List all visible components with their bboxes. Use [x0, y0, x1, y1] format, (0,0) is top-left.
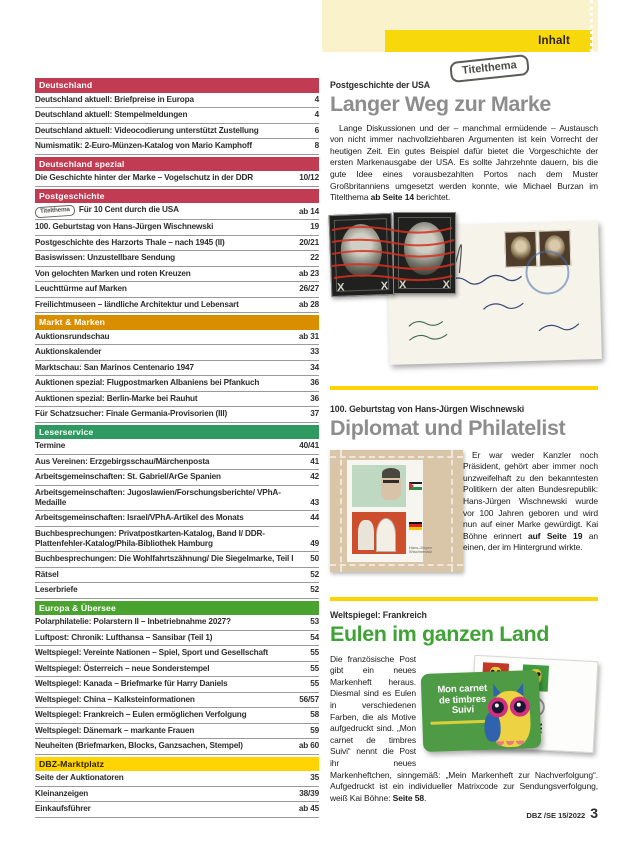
- toc-entry-title: Auktionsrundschau: [35, 331, 110, 341]
- toc-entry-page: 4: [314, 94, 319, 104]
- toc-row: [35, 724, 319, 740]
- toc-entry-title: Postgeschichte des Harzorts Thale – nach 1945 (II): [35, 237, 225, 247]
- toc-entry-page: 58: [310, 710, 319, 720]
- toc-row: [35, 787, 319, 803]
- toc-entry-page: ab 14: [298, 206, 319, 216]
- toc-row: [35, 527, 319, 553]
- toc-entry-title: Einkaufsführer: [35, 804, 91, 814]
- toc-entry-title: Basiswissen: Unzustellbare Sendung: [35, 253, 176, 263]
- page-number: 3: [590, 805, 598, 821]
- toc-entry-page: 43: [310, 497, 319, 507]
- toc-entry-title: Auktionen spezial: Berlin-Marke bei Rauhut: [35, 393, 198, 403]
- article-headline: Eulen im ganzen Land: [330, 622, 549, 646]
- toc-entry-title: 100. Geburtstag von Hans-Jürgen Wischnewski: [35, 222, 214, 232]
- article-headline: Diplomat und Philatelist: [330, 416, 566, 440]
- body-text-bold: Seite 58: [392, 792, 425, 803]
- toc-row: [35, 236, 319, 252]
- toc-entry-title: Marktschau: San Marinos Centenario 1947: [35, 362, 194, 372]
- toc-entry-page: 36: [310, 393, 319, 403]
- toc-row: [35, 771, 319, 787]
- toc-row: [35, 677, 319, 693]
- article-kicker: 100. Geburtstag von Hans-Jürgen Wischnewski: [330, 404, 525, 414]
- toc-entry-page: 40/41: [299, 441, 319, 451]
- toc-row: [35, 108, 319, 124]
- toc-row: [35, 251, 319, 267]
- stamp-sheet-caption: Hans-Jürgen Wischnewski: [409, 544, 433, 555]
- toc-row: [35, 124, 319, 140]
- body-text-pre: Die französische Post gibt ein neues Markenheft heraus. Diesmal sind es Eulen in verschiedenen Farben, die als Motive aufgedruckt sind. „Mon carnet de timbres Suivi“ nennt die Post ihr neues Markenheftchen, sinngemäß: „Mein Markenheft zur Nachverfolgung“. Aufgedruckt ist ein individueller Matrixcode zur Sendungsverfolgung, weiß Kai Böhne:: [330, 653, 598, 803]
- titelthema-badge: Titelthema: [35, 205, 76, 218]
- body-text-pre: Er war weder Kanzler noch Präsident, gehört aber immer noch unzweifelhaft zu den bekanntesten Politikern der alten Bundesrepublik: Hans-Jürgen Wischnewski wurde vor 100 Jahren geboren und wird nun auf einer Marke gewürdigt. Kai Böhne erinnert: [463, 449, 598, 541]
- toc-row: [35, 568, 319, 584]
- toc-row: [35, 615, 319, 631]
- toc-row: [35, 511, 319, 527]
- toc-entry-page: 41: [310, 456, 319, 466]
- wischnewski-stamp: [352, 465, 406, 507]
- article-usa: [330, 60, 598, 368]
- toc-entry-page: 59: [310, 725, 319, 735]
- toc-row: [35, 552, 319, 568]
- toc-section-header: Deutschland: [35, 78, 319, 93]
- toc-entry-page: 49: [310, 538, 319, 548]
- toc-entry-page: 35: [310, 773, 319, 783]
- body-text-bold: auf Seite 19: [527, 530, 583, 541]
- carnet-cover-title: Mon carnet de timbres Suivi: [437, 682, 488, 716]
- toc-entry-page: 20/21: [299, 237, 319, 247]
- toc-entry-title: Auktionen spezial: Flugpostmarken Albaniens bei Pfankuch: [35, 378, 260, 388]
- usa-stamp-pair: [330, 212, 458, 296]
- toc-section-header: Leserservice: [35, 425, 319, 440]
- toc-entry-title: Deutschland aktuell: Stempelmeldungen: [35, 110, 188, 119]
- toc-row: [35, 646, 319, 662]
- washington-stamp: X X: [393, 212, 456, 294]
- owl-illustration: [481, 684, 537, 750]
- toc-entry-title: Deutschland aktuell: Briefpreise in Europa: [35, 94, 194, 104]
- toc-entry-title: Buchbesprechungen: Privatpostkarten-Katalog, Band I/ DDR-Plattenfehler-Katalog/Phila-Bibliothek Hamburg: [35, 528, 265, 548]
- article-headline: Langer Weg zur Marke: [330, 92, 551, 116]
- toc-entry-title: Weltspiegel: Dänemark – markante Frauen: [35, 725, 195, 735]
- toc-row: [35, 376, 319, 392]
- toc-entry-page: ab 28: [298, 299, 319, 309]
- toc-entry-page: 53: [310, 617, 319, 627]
- toc-entry-page: 36: [310, 378, 319, 388]
- toc-entry-page: ab 31: [298, 331, 319, 341]
- toc-entry-page: 50: [310, 554, 319, 564]
- toc-row: [35, 345, 319, 361]
- toc-entry-page: 52: [310, 585, 319, 595]
- toc-entry-title: Titelthema Für 10 Cent durch die USA: [35, 205, 183, 217]
- article-kicker: Weltspiegel: Frankreich: [330, 610, 427, 620]
- toc-entry-title: Seite der Auktionatoren: [35, 773, 124, 783]
- toc-row: [35, 470, 319, 486]
- toc-entry-page: 44: [310, 513, 319, 523]
- toc-entry-title: Termine: [35, 441, 66, 451]
- toc-entry-title: Weltspiegel: Vereinte Nationen – Spiel, Sport und Gesellschaft: [35, 648, 269, 658]
- toc-section-header: Europa & Übersee: [35, 601, 319, 616]
- toc-entry-page: 34: [310, 362, 319, 372]
- toc-entry-title: Arbeitsgemeinschaften: Israel/VPhA-Artikel des Monats: [35, 513, 244, 523]
- article-eulen: [330, 610, 598, 804]
- toc-entry-title: Weltspiegel: Österreich – neue Sonderstempel: [35, 663, 210, 673]
- toc-entry-page: 54: [310, 632, 319, 642]
- toc-row: [35, 631, 319, 647]
- toc-entry-title: Die Geschichte hinter der Marke – Vogelschutz in der DDR: [35, 173, 254, 182]
- toc-row: [35, 662, 319, 678]
- usa-cover-image: [330, 212, 598, 368]
- toc-row: [35, 739, 319, 755]
- toc-entry-page: 56/57: [299, 694, 319, 704]
- inhalt-bar: [385, 30, 592, 52]
- page-footer: [526, 805, 598, 821]
- toc-row: [35, 282, 319, 298]
- toc-row: [35, 171, 319, 187]
- toc-entry-page: 4: [314, 110, 319, 119]
- toc-entry-title: Arbeitsgemeinschaften: Jugoslawien/Forschungsberichte/ VPhA-Medaille: [35, 487, 281, 507]
- article-kicker: Postgeschichte der USA: [330, 80, 430, 90]
- toc-entry-title: Deutschland aktuell: Videocodierung unterstützt Zustellung: [35, 125, 259, 135]
- toc-entry-title: Von gelochten Marken und roten Kreuzen: [35, 268, 191, 278]
- body-text-bold: ab Seite 14: [370, 192, 414, 203]
- toc-section-header: Markt & Marken: [35, 315, 319, 330]
- toc-entry-page: 22: [310, 253, 319, 263]
- toc-row: [35, 203, 319, 220]
- red-cancel-lines: [330, 212, 458, 296]
- toc-entry-title: Neuheiten (Briefmarken, Blocks, Ganzsachen, Stempel): [35, 741, 243, 751]
- issue-label: DBZ /SE 15/2022: [526, 811, 586, 820]
- toc-entry-title: Arbeitsgemeinschaften: St. Gabriel/ArGe Spanien: [35, 472, 221, 482]
- stamp-sheet-image: [330, 450, 463, 572]
- toc-entry-page: 38/39: [299, 788, 319, 798]
- toc-entry-page: 55: [310, 648, 319, 658]
- toc-entry-title: Auktionskalender: [35, 347, 102, 357]
- toc-entry-page: ab 60: [298, 741, 319, 751]
- toc-row: [35, 486, 319, 512]
- toc-entry-page: ab 45: [298, 804, 319, 814]
- carnet-cover: [421, 670, 542, 752]
- toc-entry-page: 37: [310, 409, 319, 419]
- page-title: Inhalt: [538, 35, 570, 47]
- body-text-post: an einen, der im Hintergrund wirkte.: [463, 530, 599, 553]
- washington-stamp: X X: [329, 213, 395, 297]
- toc-row: [35, 455, 319, 471]
- toc-entry-page: 52: [310, 569, 319, 579]
- toc-row: [35, 708, 319, 724]
- toc-entry-title: Luftpost: Chronik: Lufthansa – Sansibar (Teil 1): [35, 632, 213, 642]
- toc-row: [35, 267, 319, 283]
- toc-entry-page: 26/27: [299, 284, 319, 294]
- toc-entry-page: ab 23: [298, 268, 319, 278]
- toc-entry-title: Weltspiegel: Kanada – Briefmarke für Harry Daniels: [35, 679, 228, 689]
- body-text-post: .: [424, 792, 427, 803]
- toc-entry-title: Freilichtmuseen – ländliche Architektur und Lebensart: [35, 299, 239, 309]
- toc-entry-page: 8: [314, 141, 319, 150]
- palestine-flag-icon: [409, 482, 422, 490]
- toc-entry-page: 55: [310, 663, 319, 673]
- section-divider: [330, 597, 598, 601]
- toc-row: [35, 407, 319, 423]
- toc-row: [35, 220, 319, 236]
- toc-row: [35, 439, 319, 455]
- toc-section-header: DBZ-Marktplatz: [35, 757, 319, 772]
- toc-row: [35, 802, 319, 818]
- toc-row: [35, 361, 319, 377]
- table-of-contents: [35, 76, 319, 818]
- section-divider: [330, 386, 598, 390]
- body-text-pre: Lange Diskussionen und der – manchmal ermüdende – Austausch von nicht immer nachvollziehbaren Argumenten ist kein Vorrecht der heutigen Zeit. Ein gutes Beispiel dafür bietet die Vorgeschichte der ersten Markenausgabe der USA. Es sollte Jahrzehnte dauern, bis die gute Idee eines vorausbezahlten Portos nach dem Muster Großbritanniens umgesetzt werden konnte, wie Michael Burzan im Titelthema: [330, 122, 598, 203]
- article-body: [463, 450, 598, 572]
- toc-entry-title: Leserbriefe: [35, 585, 78, 595]
- toc-entry-title: Für Schatzsucher: Finale Germania-Provisorien (III): [35, 409, 228, 419]
- toc-entry-title: Weltspiegel: Frankreich – Eulen ermöglichen Verfolgung: [35, 710, 247, 720]
- article-wischnewski: [330, 404, 598, 572]
- article-body: [330, 123, 598, 204]
- toc-row: [35, 139, 319, 155]
- toc-entry-title: Aus Vereinen: Erzgebirgsschau/Märchenposta: [35, 456, 210, 466]
- toc-entry-page: 6: [314, 125, 319, 135]
- toc-section-header: Postgeschichte: [35, 189, 319, 204]
- owl-carnet-image: [422, 656, 598, 760]
- body-text-post: berichtet.: [413, 192, 451, 203]
- toc-row: [35, 693, 319, 709]
- toc-row: [35, 583, 319, 599]
- toc-row: [35, 330, 319, 346]
- toc-row: [35, 392, 319, 408]
- toc-entry-page: 10/12: [299, 173, 319, 182]
- toc-entry-page: 33: [310, 347, 319, 357]
- dotted-divider: [590, 0, 593, 52]
- toc-entry-title: Kleinanzeigen: [35, 788, 89, 798]
- toc-entry-title: Numismatik: 2-Euro-Münzen-Katalog von Mario Kamphoff: [35, 141, 252, 150]
- toc-entry-page: 55: [310, 679, 319, 689]
- article-body: [330, 654, 598, 805]
- toc-row: [35, 298, 319, 314]
- toc-row: [35, 93, 319, 109]
- toc-entry-title: Rätsel: [35, 569, 59, 579]
- top-band: [322, 0, 598, 52]
- germany-flag-icon: [409, 522, 422, 530]
- meeting-stamp: [352, 512, 406, 554]
- titelthema-badge: Titelthema: [449, 54, 530, 83]
- toc-entry-title: Leuchttürme auf Marken: [35, 284, 127, 294]
- toc-entry-page: 42: [310, 472, 319, 482]
- toc-entry-title: Polarphilatelie: Polarstern II – Inbetriebnahme 2027?: [35, 617, 231, 627]
- toc-entry-page: 19: [310, 222, 319, 232]
- toc-entry-title: Buchbesprechungen: Die Wohlfahrtszähnung/ Die Siegelmarke, Teil I: [35, 554, 294, 564]
- stamp-sheet-panel: [347, 460, 433, 562]
- toc-section-header: Deutschland spezial: [35, 157, 319, 172]
- toc-entry-title: Weltspiegel: China – Kalksteinformationen: [35, 694, 195, 704]
